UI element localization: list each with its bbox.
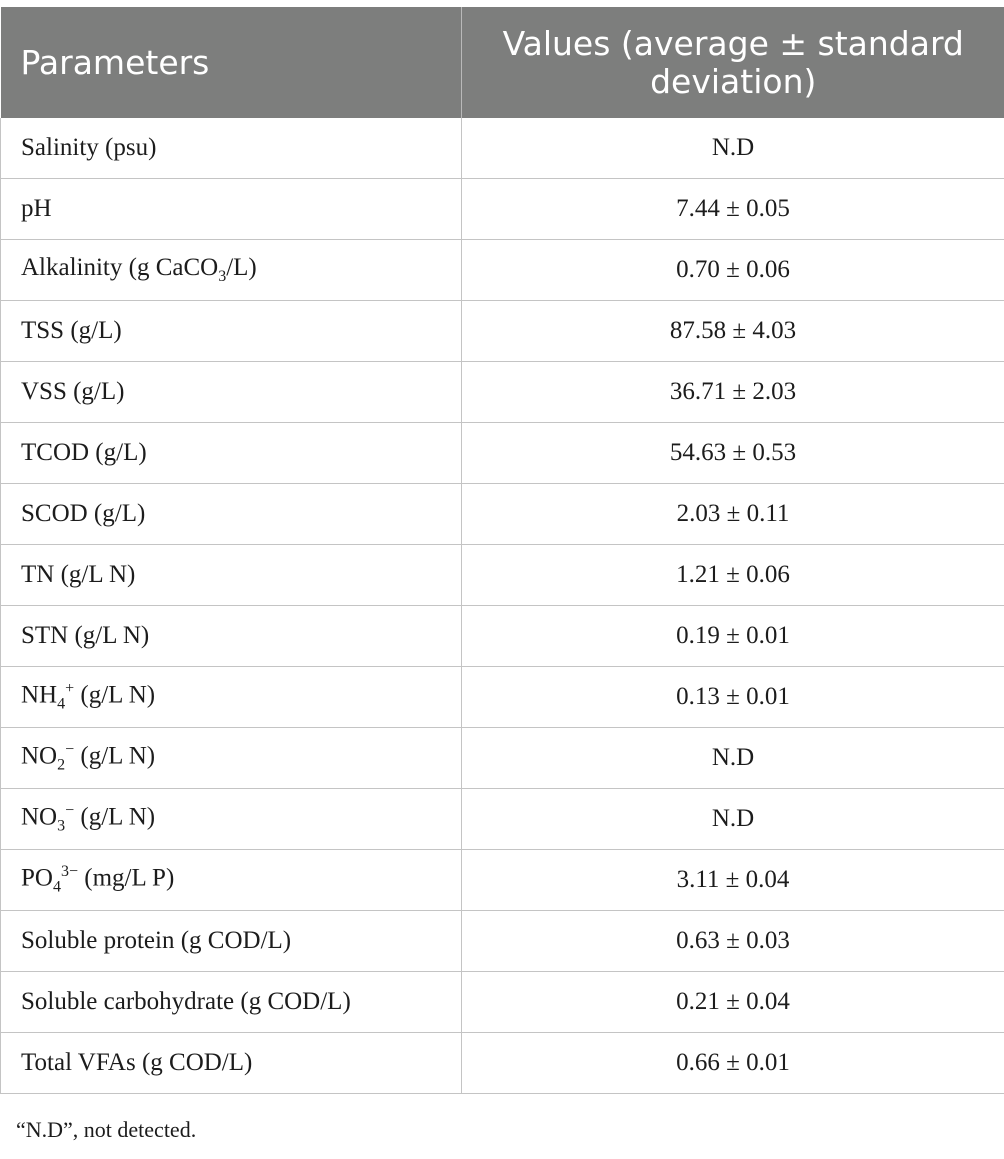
- table-row: [1, 362, 1004, 423]
- header-values-line2: deviation): [650, 61, 817, 101]
- label-main: NH: [21, 681, 58, 709]
- table-row: [1, 911, 1004, 972]
- label-superscript: +: [65, 680, 75, 698]
- row-value: 0.70 ± 0.06: [462, 240, 1004, 301]
- label-unit: /L): [226, 254, 257, 281]
- row-label: STN (g/L N): [1, 606, 462, 667]
- row-label: [1, 850, 462, 911]
- label-unit: (mg/L P): [78, 864, 175, 892]
- row-label: pH: [1, 179, 462, 240]
- label-subscript: 3: [218, 268, 227, 285]
- row-label: Soluble protein (g COD/L): [1, 911, 462, 972]
- header-row: [1, 7, 1004, 118]
- table-header: [1, 7, 1004, 118]
- table-row: [1, 728, 1004, 789]
- row-value: N.D: [462, 118, 1004, 179]
- label-main: NO: [21, 742, 58, 770]
- label-subscript: 4: [52, 878, 61, 896]
- table-row: [1, 423, 1004, 484]
- table-row: [1, 1033, 1004, 1094]
- row-value: 0.66 ± 0.01: [462, 1033, 1004, 1094]
- parameters-table: [0, 7, 1004, 1094]
- table-footnote: “N.D”, not detected.: [16, 1117, 197, 1142]
- row-label: Soluble carbohydrate (g COD/L): [1, 972, 462, 1033]
- row-value: N.D: [462, 789, 1004, 850]
- row-value: 3.11 ± 0.04: [462, 850, 1004, 911]
- row-label: Total VFAs (g COD/L): [1, 1033, 462, 1094]
- header-values: [462, 7, 1004, 118]
- label-subscript: 3: [57, 817, 66, 835]
- table-row: [1, 240, 1004, 301]
- row-value: 0.19 ± 0.01: [462, 606, 1004, 667]
- label-unit: (g/L N): [74, 803, 156, 831]
- table-row: [1, 484, 1004, 545]
- row-label: TSS (g/L): [1, 301, 462, 362]
- row-value: 2.03 ± 0.11: [462, 484, 1004, 545]
- table-body: [1, 118, 1004, 1094]
- header-values-line1: Values (average ± standard: [502, 23, 964, 63]
- row-label: TCOD (g/L): [1, 423, 462, 484]
- row-label: [1, 240, 462, 301]
- row-label: Salinity (psu): [1, 118, 462, 179]
- table-row: [1, 606, 1004, 667]
- table-row: [1, 179, 1004, 240]
- row-value: 54.63 ± 0.53: [462, 423, 1004, 484]
- label-main: Alkalinity (g CaCO: [21, 254, 219, 281]
- table-row: [1, 118, 1004, 179]
- label-subscript: 2: [57, 756, 66, 774]
- label-main: PO: [21, 864, 53, 892]
- row-label: [1, 789, 462, 850]
- label-superscript: −: [65, 741, 75, 759]
- label-subscript: 4: [57, 695, 66, 713]
- data-table-container: [0, 7, 1004, 1094]
- row-value: N.D: [462, 728, 1004, 789]
- table-row: [1, 850, 1004, 911]
- label-unit: (g/L N): [74, 742, 156, 770]
- row-value: 7.44 ± 0.05: [462, 179, 1004, 240]
- table-row: [1, 789, 1004, 850]
- row-value: 0.13 ± 0.01: [462, 667, 1004, 728]
- label-superscript: −: [65, 802, 75, 820]
- label-superscript: 3−: [60, 863, 78, 881]
- table-row: [1, 545, 1004, 606]
- table-row: [1, 301, 1004, 362]
- row-value: 87.58 ± 4.03: [462, 301, 1004, 362]
- row-label: VSS (g/L): [1, 362, 462, 423]
- header-parameters: Parameters: [1, 7, 462, 118]
- row-value: 1.21 ± 0.06: [462, 545, 1004, 606]
- header-values-text: [503, 25, 964, 101]
- row-value: 36.71 ± 2.03: [462, 362, 1004, 423]
- row-label: TN (g/L N): [1, 545, 462, 606]
- table-row: [1, 667, 1004, 728]
- row-value: 0.63 ± 0.03: [462, 911, 1004, 972]
- row-label: SCOD (g/L): [1, 484, 462, 545]
- row-label: [1, 667, 462, 728]
- label-main: NO: [21, 803, 58, 831]
- table-row: [1, 972, 1004, 1033]
- label-unit: (g/L N): [74, 681, 156, 709]
- row-value: 0.21 ± 0.04: [462, 972, 1004, 1033]
- row-label: [1, 728, 462, 789]
